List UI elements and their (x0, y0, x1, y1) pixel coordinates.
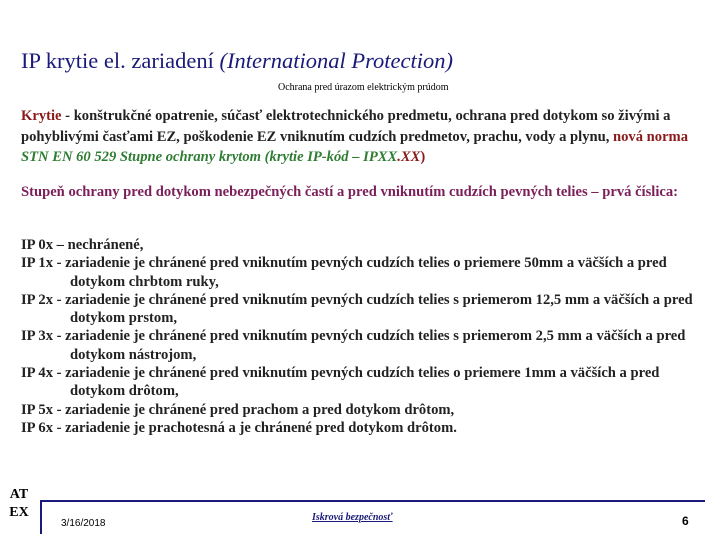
list-item: IP 0x – nechránené, (21, 237, 144, 253)
slide-subtitle: Ochrana pred úrazom elektrickým prúdom (278, 82, 449, 93)
list-item: IP 5x - zariadenie je chránené pred prachom a pred dotykom drôtom, (21, 401, 455, 418)
stn-reference: STN EN 60 529 (21, 149, 120, 165)
atex-logo-line1: AT (9, 487, 29, 502)
title-italic: (International Protection) (219, 48, 453, 73)
slide-title (21, 48, 453, 74)
list-item: IP 6x - zariadenie je prachotesná a je chránené pred dotykom drôtom. (21, 419, 457, 436)
footer-divider-vertical (40, 500, 42, 534)
nova-norma: nová norma (613, 128, 689, 145)
list-item: IP 1x - zariadenie je chránené pred vniknutím pevných cudzích telies o priemere 50mm a väčších a pred dotykom chrbtom ruky, (21, 255, 667, 290)
page-number: 6 (682, 514, 689, 528)
title-main: IP krytie el. zariadení (21, 48, 220, 73)
xx-suffix: .XX (397, 149, 421, 165)
stupne-text: Stupne ochrany krytom (krytie IP-kód – IPXX (119, 149, 398, 165)
list-item: IP 2x - zariadenie je chránené pred vniknutím pevných cudzích telies s priemerom 12,5 mm a väčších a pred dotykom prstom, (21, 291, 693, 327)
list-item: IP 4x - zariadenie je chránené pred vniknutím pevných cudzích telies o priemere 1mm a väčších a pred dotykom drôtom, (21, 365, 660, 400)
definition-paragraph (21, 106, 699, 168)
atex-logo-line2: EX (9, 505, 29, 520)
footer-title: Iskrová bezpečnosť (312, 512, 393, 523)
definition-text: - konštrukčné opatrenie, súčasť elektrotechnického predmetu, ochrana pred dotykom so živými a pohyblivými časťami EZ, poškodenie EZ vniknutím cudzích predmetov, prachu, vody a plynu, (21, 108, 671, 145)
ip-list (21, 236, 701, 437)
krytie-term: Krytie (21, 108, 62, 124)
footer-date: 3/16/2018 (61, 518, 106, 529)
atex-logo (6, 486, 32, 522)
list-item: IP 3x - zariadenie je chránené pred vniknutím pevných cudzích telies s priemerom 2,5 mm a väčších a pred dotykom nástrojom, (21, 328, 686, 363)
first-digit-heading: Stupeň ochrany pred dotykom nebezpečných častí a pred vniknutím cudzích pevných telies – prvá číslica: (21, 184, 679, 200)
footer-divider (40, 500, 705, 502)
close-paren: ) (420, 149, 426, 165)
